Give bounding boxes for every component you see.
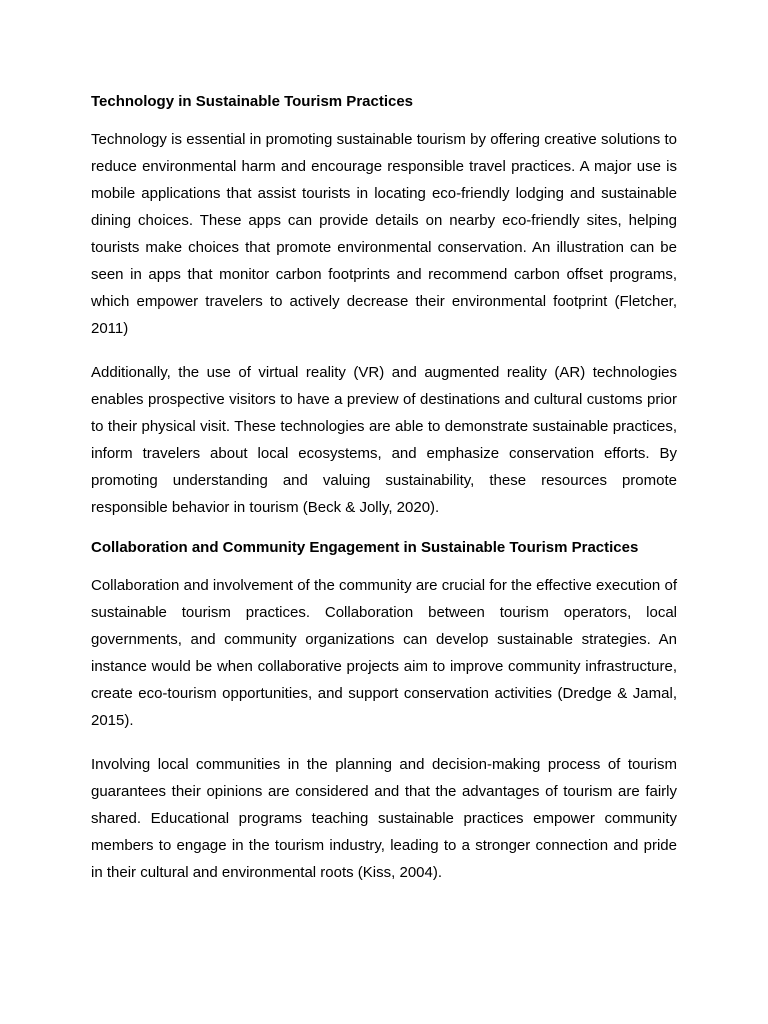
paragraph: Collaboration and involvement of the community are crucial for the effective execution of sustainable tourism practices. Collaboration between tourism operators, local governments, and community organizations can develop sustainable strategies. An instance would be when collaborative projects aim to improve community infrastructure, create eco-tourism opportunities, and support conservation activities (Dredge & Jamal, 2015). xyxy=(91,577,677,729)
paragraph: Involving local communities in the planning and decision-making process of tourism guarantees their opinions are considered and that the advantages of tourism are fairly shared. Educational programs teaching sustainable practices empower community members to engage in the tourism industry, leading to a stronger connection and pride in their cultural and environmental roots (Kiss, 2004). xyxy=(91,756,677,881)
section-collaboration xyxy=(91,538,677,886)
section-heading: Collaboration and Community Engagement in Sustainable Tourism Practices xyxy=(91,539,639,556)
section-heading: Technology in Sustainable Tourism Practices xyxy=(91,93,414,110)
paragraph: Technology is essential in promoting sustainable tourism by offering creative solutions to reduce environmental harm and encourage responsible travel practices. A major use is mobile applications that assist tourists in locating eco-friendly lodging and sustainable dining choices. These apps can provide details on nearby eco-friendly sites, helping tourists make choices that promote environmental conservation. An illustration can be seen in apps that monitor carbon footprints and recommend carbon offset programs, which empower travelers to actively decrease their environmental footprint (Fletcher, 2011) xyxy=(91,131,677,337)
section-technology xyxy=(91,92,677,521)
paragraph: Additionally, the use of virtual reality (VR) and augmented reality (AR) technologies enables prospective visitors to have a preview of destinations and cultural customs prior to their physical visit. These technologies are able to demonstrate sustainable practices, inform travelers about local ecosystems, and emphasize conservation efforts. By promoting understanding and valuing sustainability, these resources promote responsible behavior in tourism (Beck & Jolly, 2020). xyxy=(91,364,677,516)
document-body xyxy=(91,92,677,903)
